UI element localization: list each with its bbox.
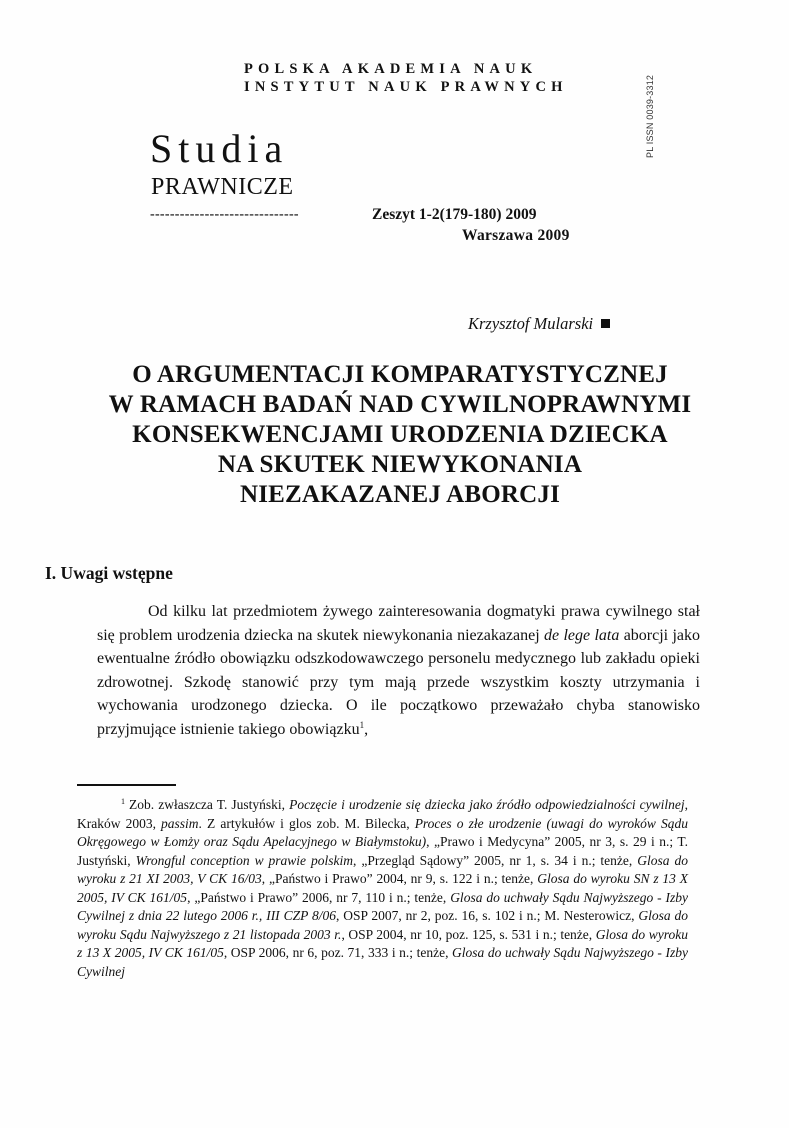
dash-rule: ------------------------------ (150, 207, 299, 222)
footnote-italic: Glosa do wyroku z 21 XI 2003, V CK 16/03 (77, 852, 688, 886)
article-title (60, 360, 740, 510)
title-line: W RAMACH BADAŃ NAD CYWILNOPRAWNYMI (108, 391, 692, 418)
footnote-italic: passim (161, 815, 199, 831)
footnote-text: , OSP 2004, nr 10, poz. 125, s. 531 i n.; tenże, (341, 926, 596, 942)
institution-line-1: POLSKA AKADEMIA NAUK (244, 61, 538, 77)
square-bullet-icon (601, 319, 610, 328)
footnote-text: , „Prawo i Medycyna” 2005, nr 3, s. 29 i n.; T. Justyński, (77, 834, 688, 868)
footnote-number: 1 (121, 797, 125, 806)
author-name: Krzysztof Mularski (468, 314, 594, 333)
paragraph-text: aborcji jako ewentualne źródło obowiązku odszkodowawczego personelu medycznego lub zakładu opieki zdrowotnej. Szkodę stanowić przy tym mają przede wszystkim koszty utrzymania i wychowania urodzonego dziecka. O ile początkowo przeważało chyba stanowisko przyjmujące istnienie takiego obowiązku (97, 626, 701, 738)
author-line (468, 314, 610, 334)
footnote-text: . Z artykułów i glos zob. M. Bilecka, (198, 815, 415, 831)
footnote-body (77, 797, 688, 979)
footnote-italic: Glosa do wyroku Sądu Najwyższego z 21 listopada 2003 r. (77, 908, 688, 942)
footnote-text: , „Przegląd Sądowy” 2005, nr 1, s. 34 i n.; tenże, (353, 852, 638, 868)
footnote-italic: Wrongful conception w prawie polskim (135, 852, 354, 868)
paragraph-text: , (364, 720, 369, 738)
institution-line-2: INSTYTUT NAUK PRAWNYCH (244, 79, 568, 95)
footnote-text: , Kraków 2003, (77, 797, 688, 831)
journal-name: Studia (150, 126, 289, 171)
footnote-ref[interactable]: 1 (359, 719, 365, 730)
footnote-italic: Proces o złe urodzenie (uwagi do wyroków Sądu Okręgowego w Łomży oraz Sądu Apelacyjnego w Białymstoku) (77, 815, 688, 849)
footnote-1 (77, 796, 688, 981)
journal-subtitle: PRAWNICZE (151, 174, 294, 200)
place-year: Warszawa 2009 (462, 227, 570, 244)
title-line: O ARGUMENTACJI KOMPARATYSTYCZNEJ (132, 361, 668, 388)
footnote-italic: Poczęcie i urodzenie się dziecka jako źródło odpowiedzialności cywilnej (289, 797, 685, 812)
title-line: NA SKUTEK NIEWYKONANIA (217, 451, 583, 478)
issue-label: Zeszyt 1-2(179-180) 2009 (372, 206, 537, 223)
footnote-italic: Glosa do wyroku z 13 X 2005, IV CK 161/05 (77, 926, 689, 960)
section-heading: I. Uwagi wstępne (45, 563, 173, 583)
footnotes (77, 796, 688, 981)
paragraph (97, 600, 700, 741)
body-text (97, 600, 700, 741)
footnote-italic: Glosa do wyroku SN z 13 X 2005, IV CK 161/05 (77, 871, 689, 905)
footnote-text: , OSP 2007, nr 2, poz. 16, s. 102 i n.; M. Nesterowicz, (335, 908, 639, 923)
footnote-text: , „Państwo i Prawo” 2004, nr 9, s. 122 i n.; tenże, (261, 871, 538, 886)
footnote-separator (77, 784, 176, 786)
title-line: KONSEKWENCJAMI URODZENIA DZIECKA (132, 421, 668, 448)
footnote-italic: Glosa do uchwały Sądu Najwyższego - Izby Cywilnej (77, 945, 688, 979)
title-line: NIEZAKAZANEJ ABORCJI (239, 481, 561, 508)
footnote-text: , „Państwo i Prawo” 2006, nr 7, 110 i n.; tenże, (187, 889, 451, 905)
footnote-text: Zob. zwłaszcza T. Justyński, (125, 797, 290, 812)
footnote-italic: Glosa do uchwały Sądu Najwyższego - Izby Cywilnej z dnia 22 lutego 2006 r., III CZP 8/06 (77, 889, 689, 923)
paragraph-text: Od kilku lat przedmiotem żywego zainteresowania dogmatyki prawa cywilnego stał się problem urodzenia dziecka na skutek niewykonania niezakazanej (97, 603, 700, 644)
issn-label: PL ISSN 0039-3312 (645, 74, 655, 158)
footnote-text: , OSP 2006, nr 6, poz. 71, 333 i n.; tenże, (223, 945, 453, 960)
paragraph-italic: de lege lata (544, 626, 620, 644)
